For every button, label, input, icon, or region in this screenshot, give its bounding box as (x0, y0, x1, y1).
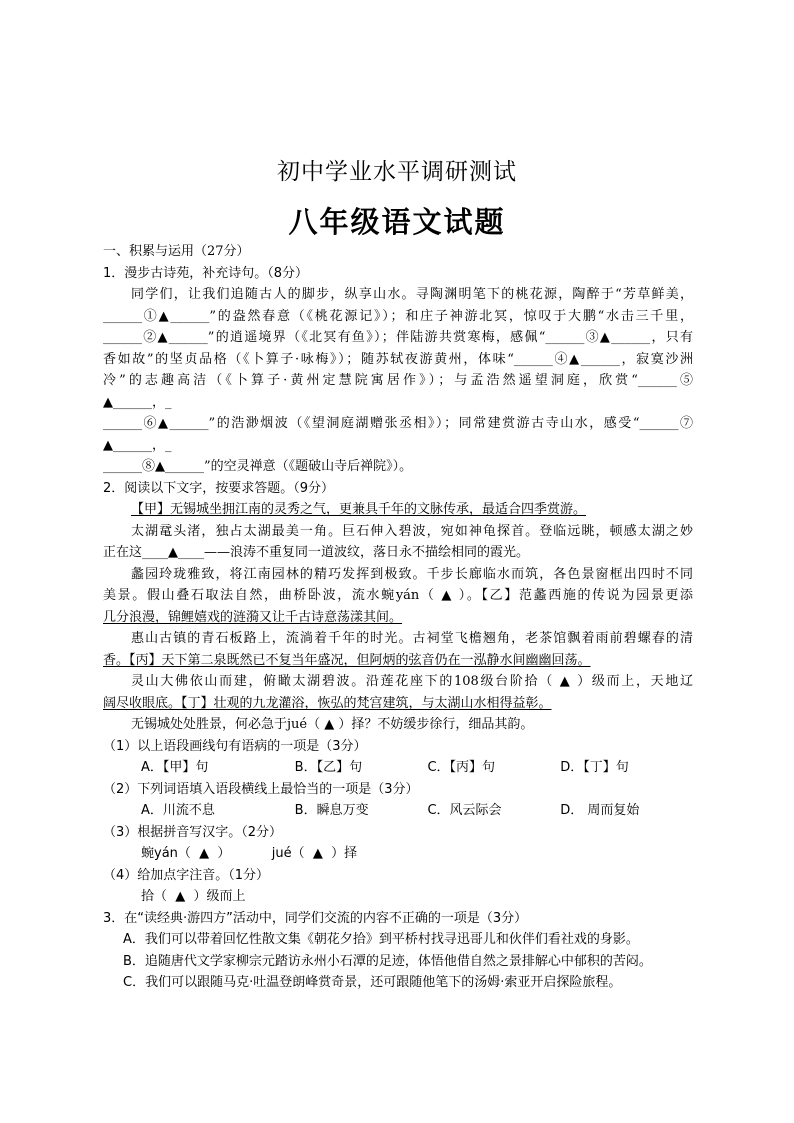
passage-line: 蠡园玲珑雅致，将江南园林的精巧发挥到极致。千步长廊临水而筑，各色景窗框出四时不同 (131, 566, 693, 582)
poem-fill-line: ______②▲______”的逍遥境界（《北冥有鱼》）；伴陆游共赏寒梅，感佩“______③▲______，只有 (103, 330, 693, 345)
exam-content (103, 241, 693, 994)
question-3-option-c: C．我们可以跟随马克·吐温登朗峰赏奇景，还可跟随他笔下的汤姆·索亚开启探险旅程。 (123, 975, 622, 990)
passage-sentence-ding: 阔尽收眼底。【丁】壮观的九龙灌浴，恢弘的梵宫建筑，与太湖山水相得益彰。 (103, 695, 552, 711)
question-3-stem: 3．在“读经典·游四方”活动中，同学们交流的内容不正确的一项是（3分） (103, 910, 528, 926)
subquestion-4-answer: 拾（ ▲ ）级而上 (141, 889, 246, 904)
section-heading: 一、积累与运用（27分） (103, 244, 250, 259)
poem-fill-line: ______⑥▲______”的浩渺烟波（《望洞庭湖赠张丞相》）；同常建赏游古寺山水，感受“______⑦ (103, 416, 693, 431)
option-b: B．【乙】句 (294, 760, 363, 775)
option-a: A．川流不息 (141, 803, 215, 818)
poem-fill-line: ______①▲______”的盎然春意（《桃花源记》）；和庄子神游北冥，惊叹于大鹏“水击三千里， (103, 308, 693, 324)
passage-line: 无锡城处处胜景，何必急于jué（ ▲ ）择？不妨缓步徐行，细品其韵。 (131, 717, 534, 732)
subquestion-2-stem: （2）下列词语填入语段横线上最恰当的一项是（3分） (103, 781, 419, 797)
passage-line: 美景。假山叠石取法自然，曲桥卧波，流水蜿yán（ ▲ ）。【乙】范蠡西施的传说为园景更添 (103, 588, 693, 603)
subquestion-1-options (103, 757, 693, 779)
question-2-stem: 2．阅读以下文字，按要求答题。（9分） (103, 480, 335, 496)
poem-fill-line: 香如故”的坚贞品格（《卜算子·咏梅》）；随苏轼夜游黄州，体味“______④▲______，寂寞沙洲 (103, 351, 693, 367)
passage-line: 惠山古镇的青石板路上，流淌着千年的时光。古祠堂飞檐翘角，老茶馆飘着雨前碧螺春的清 (131, 631, 693, 646)
poem-fill-line: 冷”的志趣高洁（《卜算子·黄州定慧院寓居作》）；与孟浩然遥望洞庭，欣赏“______⑤ (103, 373, 693, 388)
subquestion-3-stem: （3）根据拼音写汉字。（2分） (103, 824, 283, 840)
subquestion-3-answer: 蜿yán（ ▲ ） jué（ ▲ ）择 (141, 846, 358, 861)
passage-line: 灵山大佛依山而建，俯瞰太湖碧波。沿莲花座下的108级台阶拾（ ▲ ）级而上，天地辽 (131, 674, 693, 689)
passage-line: 正在这____▲____——浪涛不重复同一道波纹，落日永不描绘相同的霞光。 (103, 545, 529, 560)
option-d: D．【丁】句 (560, 760, 629, 775)
option-b: B．瞬息万变 (294, 803, 369, 818)
option-a: A．【甲】句 (141, 760, 209, 775)
passage-sentence-jia: 【甲】无锡城坐拥江南的灵秀之气，更兼具千年的文脉传承，最适合四季赏游。 (131, 502, 587, 517)
passage-line: 几分浪漫，锦鲤嬉戏的涟漪又让千古诗意荡漾其间。 (103, 609, 403, 625)
poem-fill-line: ▲______，_ (103, 437, 172, 453)
option-c: C．风云际会 (427, 803, 502, 818)
option-c: C．【丙】句 (427, 760, 496, 775)
question-1-stem: 1．漫步古诗苑，补充诗句。（8分） (103, 265, 309, 281)
poem-fill-line: 同学们，让我们追随古人的脚步，纵享山水。寻陶渊明笔下的桃花源，陶醉于“芳草鲜美， (131, 287, 693, 302)
subquestion-1-stem: （1）以上语段画线句有语病的一项是（3分） (103, 738, 367, 754)
subquestion-2-options (103, 800, 693, 822)
passage-line: 太湖鼋头渚，独占太湖最美一角。巨石伸入碧波，宛如神龟探首。登临远眺，顿感太湖之妙 (131, 523, 693, 539)
poem-fill-line: ▲______，_ (103, 394, 172, 410)
exam-title: 初中学业水平调研测试 (277, 159, 517, 185)
subquestion-4-stem: （4）给加点字注音。（1分） (103, 867, 270, 883)
question-3-option-a: A．我们可以带着回忆性散文集《朝花夕拾》到平桥村找寻迅哥儿和伙伴们看社戏的身影。 (123, 932, 639, 947)
poem-fill-line: ______⑧▲______”的空灵禅意（《题破山寺后禅院》）。 (103, 459, 413, 474)
question-3-option-b: B．追随唐代文学家柳宗元踏访永州小石潭的足迹，体悟他借自然之景排解心中郁积的苦闷。 (123, 953, 652, 969)
exam-subtitle: 八年级语文试题 (288, 205, 506, 239)
option-d: D． 周而复始 (560, 803, 640, 818)
passage-sentence-bing: 香。【丙】天下第二泉既然已不复当年盛况，但阿炳的弦音仍在一泓静水间幽幽回荡。 (103, 652, 591, 668)
